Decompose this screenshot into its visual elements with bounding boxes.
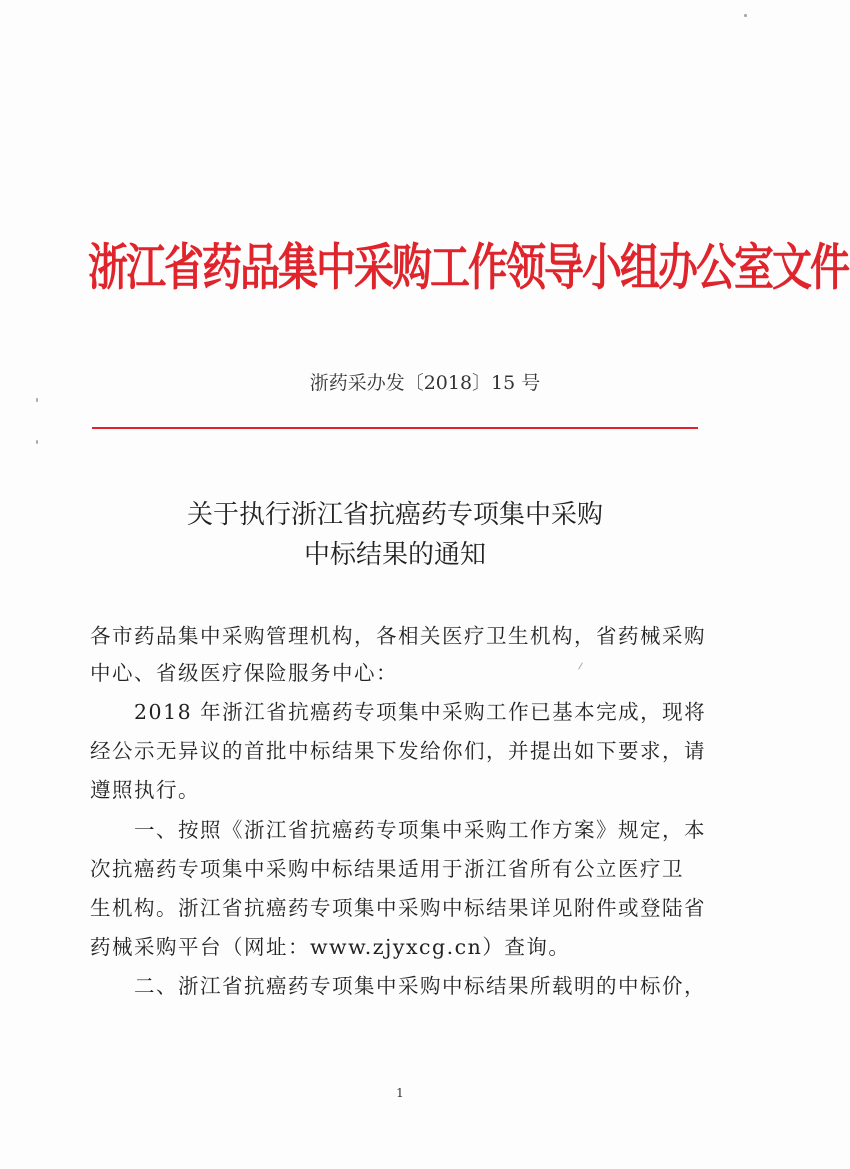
scan-speck <box>578 662 583 669</box>
body-line: 各市药品集中采购管理机构，各相关医疗卫生机构，省药械采购 <box>90 624 706 648</box>
body-line: 二、浙江省抗癌药专项集中采购中标结果所载明的中标价， <box>134 974 706 998</box>
red-divider-line <box>92 427 698 429</box>
body-line: 一、按照《浙江省抗癌药专项集中采购工作方案》规定，本 <box>134 818 706 842</box>
document-number: 浙药采办发〔2018〕15 号 <box>309 372 541 394</box>
body-line: 经公示无异议的首批中标结果下发给你们，并提出如下要求，请 <box>90 739 706 763</box>
document-title-line-1: 关于执行浙江省抗癌药专项集中采购 <box>186 500 603 530</box>
body-line: 2018 年浙江省抗癌药专项集中采购工作已基本完成，现将 <box>134 700 707 724</box>
body-line: 次抗癌药专项集中采购中标结果适用于浙江省所有公立医疗卫 <box>90 857 684 881</box>
body-line: 生机构。浙江省抗癌药专项集中采购中标结果详见附件或登陆省 <box>90 896 706 920</box>
body-line: 遵照执行。 <box>90 778 200 802</box>
body-line: 药械采购平台（网址：www.zjyxcg.cn）查询。 <box>90 935 571 959</box>
document-red-header: 浙江省药品集中采购工作领导小组办公室文件 <box>88 238 848 297</box>
scan-speck <box>744 14 747 17</box>
body-line: 中心、省级医疗保险服务中心： <box>90 661 398 685</box>
document-title-line-2: 中标结果的通知 <box>303 540 486 570</box>
scan-speck <box>36 398 38 402</box>
scan-speck <box>36 440 38 444</box>
page-number: 1 <box>396 1086 404 1100</box>
